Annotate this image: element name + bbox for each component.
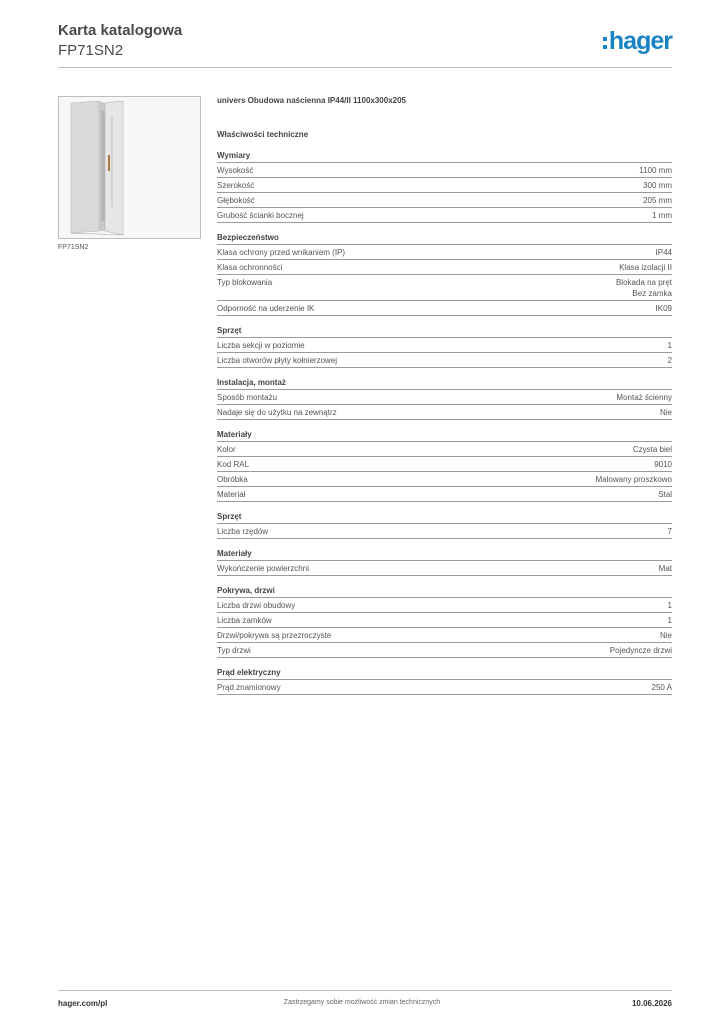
spec-value	[652, 210, 672, 221]
spec-row	[217, 457, 672, 472]
spec-value	[668, 355, 672, 366]
spec-value	[656, 303, 672, 314]
spec-label: Kolor	[217, 445, 236, 454]
spec-section	[217, 667, 672, 695]
hager-logo	[603, 28, 672, 54]
spec-row	[217, 245, 672, 260]
spec-label: Liczba drzwi obudowy	[217, 601, 296, 610]
spec-label: Grubość ścianki bocznej	[217, 211, 304, 220]
spec-row	[217, 163, 672, 178]
page-header	[58, 20, 672, 68]
cabinet-illustration	[59, 97, 200, 238]
spec-label: Typ drzwi	[217, 646, 251, 655]
spec-row	[217, 353, 672, 368]
spec-value	[656, 247, 672, 258]
spec-section	[217, 511, 672, 539]
spec-label: Drzwi/pokrywa są przezroczyste	[217, 631, 332, 640]
spec-value-line: Pojedyncze drzwi	[609, 646, 672, 655]
spec-value	[643, 180, 672, 191]
spec-value	[643, 195, 672, 206]
spec-value-line: Bez zamka	[632, 289, 672, 298]
footer-disclaimer: Zastrzegamy sobie możliwość zmian technicznych	[283, 999, 441, 1006]
spec-row	[217, 390, 672, 405]
spec-label: Liczba rzędów	[217, 527, 269, 536]
spec-label: Wykończenie powierzchni	[217, 564, 309, 573]
spec-value-line: Nie	[659, 631, 672, 640]
spec-label: Obróbka	[217, 475, 248, 484]
footer-date: 10.06.2026	[631, 999, 672, 1008]
spec-value-line: Malowany proszkowo	[595, 475, 672, 484]
spec-value-line: 205 mm	[643, 196, 672, 205]
spec-row	[217, 442, 672, 457]
spec-value	[619, 262, 672, 273]
section-title: Materiały	[217, 548, 672, 561]
spec-value	[658, 489, 672, 500]
section-title: Sprzęt	[217, 325, 672, 338]
spec-value	[616, 277, 672, 299]
spec-value	[633, 444, 672, 455]
spec-label: Liczba sekcji w poziomie	[217, 341, 305, 350]
spec-value	[596, 474, 672, 485]
spec-value-line: 1 mm	[652, 211, 672, 220]
spec-value-line: Nie	[659, 408, 672, 417]
spec-section	[217, 585, 672, 658]
spec-value-line: IK09	[655, 304, 672, 313]
spec-value-line: 9010	[654, 460, 672, 469]
spec-value-line: Klasa izolacji II	[619, 263, 672, 272]
image-caption: FP71SN2	[58, 244, 89, 251]
spec-label: Głębokość	[217, 196, 255, 205]
spec-section	[217, 150, 672, 223]
spec-value	[668, 526, 672, 537]
spec-value-line: 1100 mm	[639, 166, 672, 175]
product-name: univers Obudowa naścienna IP44/II 1100x300x205	[217, 96, 406, 105]
spec-row	[217, 338, 672, 353]
spec-label: Klasa ochrony przed wnikaniem (IP)	[217, 248, 346, 257]
spec-value-line: 2	[667, 356, 672, 365]
logo-colon-icon	[603, 37, 607, 49]
spec-value	[660, 407, 672, 418]
section-title: Instalacja, montaż	[217, 377, 672, 390]
section-title: Pokrywa, drzwi	[217, 585, 672, 598]
spec-section	[217, 429, 672, 502]
section-title: Bezpieczeństwo	[217, 232, 672, 245]
specifications	[217, 96, 672, 695]
spec-row	[217, 208, 672, 223]
spec-section	[217, 232, 672, 316]
spec-value-line: 1	[667, 341, 672, 350]
product-code: FP71SN2	[58, 42, 124, 59]
spec-row	[217, 472, 672, 487]
spec-row	[217, 178, 672, 193]
spec-section	[217, 548, 672, 576]
spec-value	[668, 600, 672, 611]
spec-value	[610, 645, 672, 656]
logo-text: hager	[608, 27, 672, 55]
spec-value-line: Stal	[658, 490, 672, 499]
spec-value-line: IP44	[655, 248, 672, 257]
spec-value	[654, 459, 672, 470]
spec-value	[616, 392, 672, 403]
spec-value	[652, 682, 672, 693]
section-title: Prąd elektryczny	[217, 667, 672, 680]
spec-row	[217, 643, 672, 658]
spec-value-line: 1	[667, 601, 672, 610]
section-title: Sprzęt	[217, 511, 672, 524]
section-title: Wymiary	[217, 150, 672, 163]
spec-row	[217, 301, 672, 316]
footer-divider	[58, 990, 672, 991]
spec-label: Odporność na uderzenie IK	[217, 304, 315, 313]
spec-row	[217, 405, 672, 420]
spec-row	[217, 680, 672, 695]
header-divider	[58, 67, 672, 68]
section-title: Materiały	[217, 429, 672, 442]
spec-section	[217, 377, 672, 420]
spec-label: Kod RAL	[217, 460, 250, 469]
spec-label: Klasa ochronności	[217, 263, 283, 272]
spec-label: Liczba otworów płyty kołnierzowej	[217, 356, 338, 365]
spec-value	[660, 630, 672, 641]
spec-label: Nadaje się do użytku na zewnątrz	[217, 408, 337, 417]
spec-value-line: 7	[667, 527, 672, 536]
spec-row	[217, 260, 672, 275]
spec-label: Prąd znamionowy	[217, 683, 281, 692]
spec-label: Liczba zamków	[217, 616, 272, 625]
spec-value-line: 1	[667, 616, 672, 625]
spec-row	[217, 487, 672, 502]
spec-row	[217, 613, 672, 628]
spec-section	[217, 325, 672, 368]
spec-row	[217, 193, 672, 208]
spec-value	[659, 563, 672, 574]
spec-value-line: Czysta biel	[632, 445, 672, 454]
spec-label: Szerokość	[217, 181, 255, 190]
spec-row	[217, 275, 672, 301]
spec-label: Wysokość	[217, 166, 254, 175]
spec-sections	[217, 150, 672, 695]
spec-value-line: Mat	[658, 564, 672, 573]
spec-value	[639, 165, 672, 176]
spec-label: Materiał	[217, 490, 246, 499]
spec-row	[217, 561, 672, 576]
footer-website: hager.com/pl	[58, 999, 108, 1008]
product-image	[58, 96, 201, 239]
spec-value	[668, 340, 672, 351]
spec-value-line: Montaż ścienny	[616, 393, 672, 402]
spec-value-line: 250 A	[651, 683, 672, 692]
spec-label: Typ blokowania	[217, 278, 273, 287]
technical-properties-title: Właściwości techniczne	[217, 130, 309, 139]
spec-row	[217, 628, 672, 643]
spec-row	[217, 598, 672, 613]
spec-value-line: Blokada na pręt	[615, 278, 672, 287]
spec-value-line: 300 mm	[643, 181, 672, 190]
spec-label: Sposób montażu	[217, 393, 278, 402]
document-title: Karta katalogowa	[58, 22, 183, 39]
spec-value	[668, 615, 672, 626]
spec-row	[217, 524, 672, 539]
